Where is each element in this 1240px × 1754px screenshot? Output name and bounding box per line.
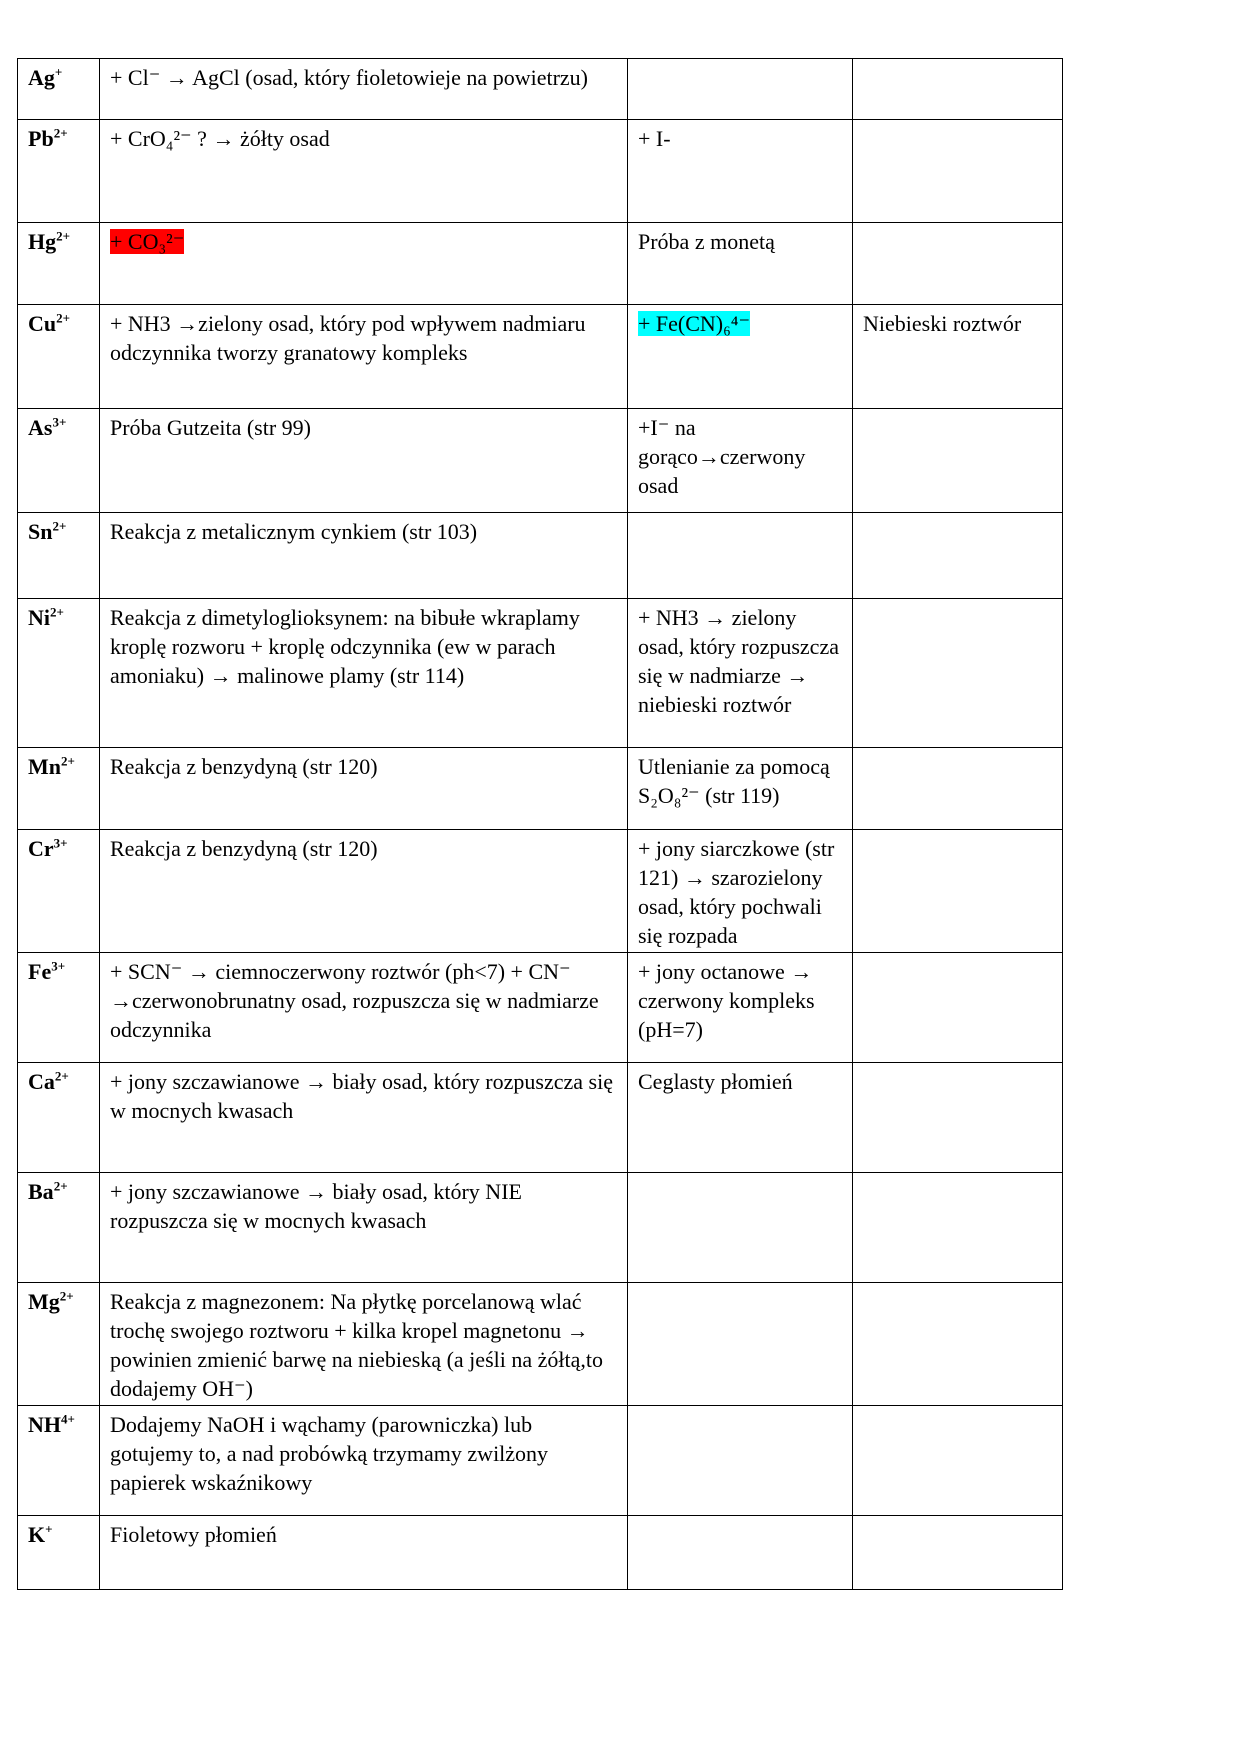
highlighted-reagent: + CO₃²⁻ bbox=[110, 229, 185, 254]
reaction-cell-3 bbox=[853, 953, 1063, 1063]
ion-charge: + bbox=[54, 64, 63, 80]
ion-charge: 2+ bbox=[53, 1178, 68, 1194]
ion-symbol: Ca bbox=[28, 1069, 55, 1094]
ion-symbol: As bbox=[28, 415, 53, 440]
reaction-cell-2 bbox=[628, 305, 853, 409]
reaction-cell-2 bbox=[628, 59, 853, 120]
ion-charge: 3+ bbox=[53, 835, 68, 851]
reaction-cell: Próba Gutzeita (str 99) bbox=[100, 409, 628, 513]
ion-cell bbox=[18, 1283, 100, 1406]
reaction-cell-2: Ceglasty płomień bbox=[628, 1063, 853, 1173]
reaction-cell-3 bbox=[853, 223, 1063, 305]
reaction-cell: + Cl⁻ → AgCl (osad, który fioletowieje na powietrzu) bbox=[100, 59, 628, 120]
table-row bbox=[18, 223, 1063, 305]
reaction-cell-2 bbox=[628, 1516, 853, 1590]
ion-cell bbox=[18, 830, 100, 953]
reaction-cell-3 bbox=[853, 599, 1063, 748]
reaction-cell: + SCN⁻ → ciemnoczerwony roztwór (ph<7) + CN⁻ →czerwonobrunatny osad, rozpuszcza się w nadmiarze odczynnika bbox=[100, 953, 628, 1063]
ion-symbol: Cu bbox=[28, 311, 57, 336]
reaction-cell: Reakcja z magnezonem: Na płytkę porcelanową wlać trochę swojego roztworu + kilka kropel magnetonu → powinien zmienić barwę na niebieską (a jeśli na żółtą,to dodajemy OH⁻) bbox=[100, 1283, 628, 1406]
reaction-cell-3 bbox=[853, 409, 1063, 513]
reaction-cell-2 bbox=[628, 1173, 853, 1283]
ion-charge: 2+ bbox=[52, 518, 67, 534]
ion-charge: 4+ bbox=[61, 1411, 75, 1427]
reaction-cell: + NH3 →zielony osad, który pod wpływem nadmiaru odczynnika tworzy granatowy kompleks bbox=[100, 305, 628, 409]
ion-symbol: NH bbox=[28, 1412, 61, 1437]
ion-cell bbox=[18, 599, 100, 748]
ion-charge: 2+ bbox=[56, 310, 71, 326]
ion-charge: 2+ bbox=[50, 604, 64, 620]
ion-cell bbox=[18, 953, 100, 1063]
reaction-cell-3 bbox=[853, 120, 1063, 223]
table-row bbox=[18, 513, 1063, 599]
ion-cell bbox=[18, 223, 100, 305]
ion-cell bbox=[18, 513, 100, 599]
ion-symbol: Cr bbox=[28, 836, 54, 861]
reaction-cell: Dodajemy NaOH i wąchamy (parowniczka) lub gotujemy to, a nad probówką trzymamy zwilżony papierek wskaźnikowy bbox=[100, 1406, 628, 1516]
ion-charge: 3+ bbox=[52, 414, 67, 430]
table-row bbox=[18, 1283, 1063, 1406]
ion-cell bbox=[18, 1516, 100, 1590]
ion-cell bbox=[18, 748, 100, 830]
reaction-cell bbox=[100, 223, 628, 305]
reaction-cell-2: + jony octanowe → czerwony kompleks (pH=7) bbox=[628, 953, 853, 1063]
ion-charge: 2+ bbox=[61, 753, 75, 769]
table-row bbox=[18, 1516, 1063, 1590]
ion-charge: 2+ bbox=[56, 228, 71, 244]
ion-symbol: Ba bbox=[28, 1179, 54, 1204]
table-row bbox=[18, 830, 1063, 953]
table-row bbox=[18, 953, 1063, 1063]
ion-symbol: Ni bbox=[28, 605, 50, 630]
ion-cell bbox=[18, 409, 100, 513]
table-row bbox=[18, 1173, 1063, 1283]
reaction-cell-3 bbox=[853, 1173, 1063, 1283]
reaction-cell: Fioletowy płomień bbox=[100, 1516, 628, 1590]
table-row bbox=[18, 599, 1063, 748]
reaction-cell-3 bbox=[853, 830, 1063, 953]
ion-symbol: Mg bbox=[28, 1289, 60, 1314]
ion-cell bbox=[18, 1173, 100, 1283]
reaction-cell-3: Niebieski roztwór bbox=[853, 305, 1063, 409]
ion-symbol: Pb bbox=[28, 126, 54, 151]
table-row bbox=[18, 748, 1063, 830]
ion-charge: 2+ bbox=[53, 125, 68, 141]
ion-charge: 3+ bbox=[51, 958, 66, 974]
ion-symbol: Ag bbox=[28, 65, 55, 90]
reaction-cell-3 bbox=[853, 513, 1063, 599]
ion-charge: 2+ bbox=[54, 1068, 69, 1084]
reaction-cell-3 bbox=[853, 748, 1063, 830]
reaction-cell: Reakcja z benzydyną (str 120) bbox=[100, 748, 628, 830]
reaction-cell-2: Próba z monetą bbox=[628, 223, 853, 305]
reaction-cell-2: + NH3 → zielony osad, który rozpuszcza się w nadmiarze → niebieski roztwór bbox=[628, 599, 853, 748]
reaction-cell-2: Utlenianie za pomocą S₂O₈²⁻ (str 119) bbox=[628, 748, 853, 830]
reaction-cell: Reakcja z metalicznym cynkiem (str 103) bbox=[100, 513, 628, 599]
reaction-cell-3 bbox=[853, 1516, 1063, 1590]
reaction-cell-2 bbox=[628, 513, 853, 599]
ion-cell bbox=[18, 59, 100, 120]
reaction-cell-2 bbox=[628, 1283, 853, 1406]
ion-symbol: K bbox=[28, 1522, 46, 1547]
highlighted-reagent: + Fe(CN)₆⁴⁻ bbox=[638, 311, 751, 336]
reaction-cell: + jony szczawianowe → biały osad, który NIE rozpuszcza się w mocnych kwasach bbox=[100, 1173, 628, 1283]
reaction-cell-2: + I- bbox=[628, 120, 853, 223]
ion-symbol: Fe bbox=[28, 959, 52, 984]
table-row bbox=[18, 305, 1063, 409]
ion-charge: + bbox=[45, 1521, 53, 1537]
reaction-cell: + jony szczawianowe → biały osad, który rozpuszcza się w mocnych kwasach bbox=[100, 1063, 628, 1173]
table-row bbox=[18, 1063, 1063, 1173]
ion-symbol: Sn bbox=[28, 519, 53, 544]
reaction-cell-3 bbox=[853, 1063, 1063, 1173]
table-row bbox=[18, 120, 1063, 223]
reaction-cell-2 bbox=[628, 1406, 853, 1516]
reaction-cell-2: +I⁻ na gorąco→czerwony osad bbox=[628, 409, 853, 513]
table-row bbox=[18, 409, 1063, 513]
reaction-cell-3 bbox=[853, 59, 1063, 120]
ion-symbol: Hg bbox=[28, 229, 57, 254]
ion-cell bbox=[18, 120, 100, 223]
table-row bbox=[18, 59, 1063, 120]
ion-symbol: Mn bbox=[28, 754, 61, 779]
reaction-cell: Reakcja z dimetyloglioksynem: na bibułe wkraplamy kroplę rozworu + kroplę odczynnika (ew w parach amoniaku) → malinowe plamy (str 114) bbox=[100, 599, 628, 748]
reaction-cell-3 bbox=[853, 1406, 1063, 1516]
table-row bbox=[18, 1406, 1063, 1516]
ion-cell bbox=[18, 305, 100, 409]
reaction-cell: Reakcja z benzydyną (str 120) bbox=[100, 830, 628, 953]
ion-charge: 2+ bbox=[59, 1288, 74, 1304]
ion-cell bbox=[18, 1063, 100, 1173]
reaction-cell: + CrO₄²⁻ ? → żółty osad bbox=[100, 120, 628, 223]
ion-cell bbox=[18, 1406, 100, 1516]
reaction-cell-3 bbox=[853, 1283, 1063, 1406]
ion-reactions-table bbox=[17, 58, 1063, 1590]
reaction-cell-2: + jony siarczkowe (str 121) → szarozielony osad, który pochwali się rozpada bbox=[628, 830, 853, 953]
